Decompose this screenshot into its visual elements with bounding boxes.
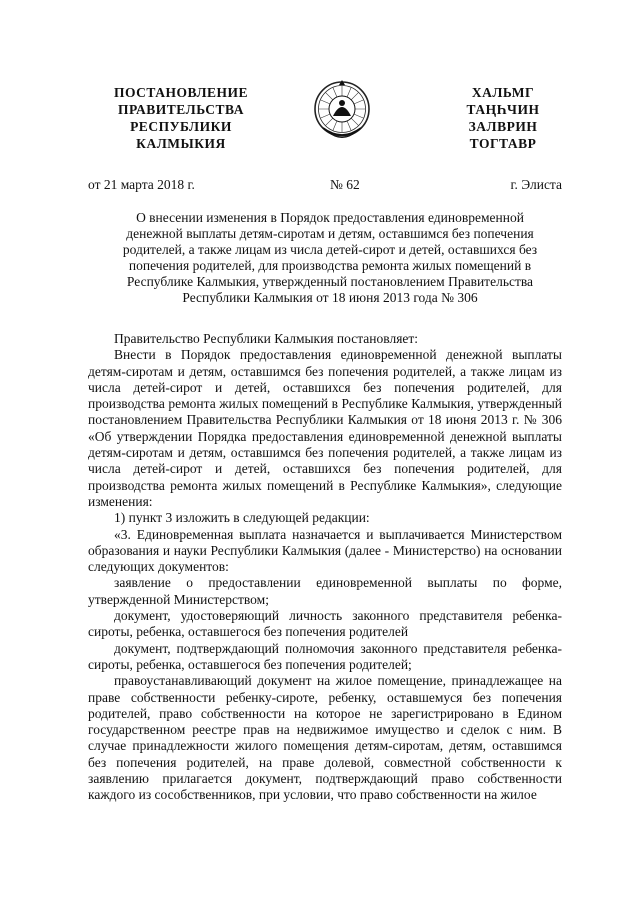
body-paragraph: правоустанавливающий документ на жилое помещение, принадлежащее на праве собственности ребенку-сироте, ребенку, оставшемуся без попечения родителей, право собственности на которое не зарегистрировано в Едином государственном реестре прав на недвижимое имущество и сделок с ним. В случае принадлежности жилого помещения детям-сиротам, детям, оставшимся без попечения родителей, на праве долевой, совместной собственности к заявлению прилагается документ, подтверждающий право собственности каждого из сособственников, при условии, что право собственности на жилое xyxy=(88,673,562,803)
title-line: О внесении изменения в Порядок предоставления единовременной xyxy=(136,210,524,225)
title-line: Республики Калмыкия от 18 июня 2013 года № 306 xyxy=(182,290,478,306)
body-paragraph: документ, удостоверяющий личность законного представителя ребенка-сироты, ребенка, оставшегося без попечения родителей xyxy=(88,608,562,640)
header-left-line: ПРАВИТЕЛЬСТВА xyxy=(118,102,244,117)
body-paragraph: документ, подтверждающий полномочия законного представителя ребенка-сироты, ребенка, оставшегося без попечения родителей; xyxy=(88,640,562,672)
body-paragraph: заявление о предоставлении единовременной выплаты по форме, утвержденной Министерством; xyxy=(88,575,562,607)
title-line: попечения родителей, для производства ремонта жилых помещений в xyxy=(128,258,532,274)
header-left-line: КАЛМЫКИЯ xyxy=(136,136,226,151)
title-line: денежной выплаты детям-сиротам и детям, оставшимся без попечения xyxy=(126,226,534,242)
document-title xyxy=(104,210,556,307)
body-paragraph: «3. Единовременная выплата назначается и выплачивается Министерством образования и науки Республики Калмыкия (далее - Министерство) на основании следующих документов: xyxy=(88,526,562,575)
header-right-line: ЗАЛВРИН xyxy=(468,119,538,134)
document-date: от 21 марта 2018 г. xyxy=(88,177,195,192)
document-body xyxy=(88,331,562,804)
kalmykia-coat-of-arms-icon xyxy=(311,76,373,146)
document-number: № 62 xyxy=(330,177,360,192)
header-left-line: РЕСПУБЛИКИ xyxy=(130,119,232,134)
title-line: Республике Калмыкия, утвержденный постановлением Правительства xyxy=(126,274,534,290)
document-city: г. Элиста xyxy=(510,177,562,192)
body-paragraph: 1) пункт 3 изложить в следующей редакции: xyxy=(114,510,370,526)
header-left-line: ПОСТАНОВЛЕНИЕ xyxy=(113,85,249,100)
header-right-line: ТОГТАВР xyxy=(469,136,537,151)
header-right-line: ТАҢҺЧИН xyxy=(466,102,540,117)
header-left-russian xyxy=(92,84,270,152)
body-paragraph: Внести в Порядок предоставления единовременной денежной выплаты детям-сиротам и детям, оставшимся без попечения родителей, а также лицам из числа детей-сирот и детей, оставшихся без попечения родителей, для производства ремонта жилых помещений в Республике Калмыкия, утвержденный постановлением Правительства Республики Калмыкия от 18 июня 2013 г. № 306 «Об утверждении Порядка предоставления единовременной денежной выплаты детям-сиротам и детям, оставшимся без попечения родителей, а также лицам из числа детей-сирот и детей, оставшихся без попечения родителей, для производства ремонта жилых помещений в Республике Калмыкия», следующие изменения: xyxy=(88,347,562,509)
body-paragraph: Правительство Республики Калмыкия постановляет: xyxy=(114,331,419,346)
title-line: родителей, а также лицам из числа детей-сирот и детей, оставшихся без xyxy=(122,242,538,258)
header-right-kalmyk xyxy=(448,84,558,152)
header-right-line: ХАЛЬМГ xyxy=(471,85,535,100)
